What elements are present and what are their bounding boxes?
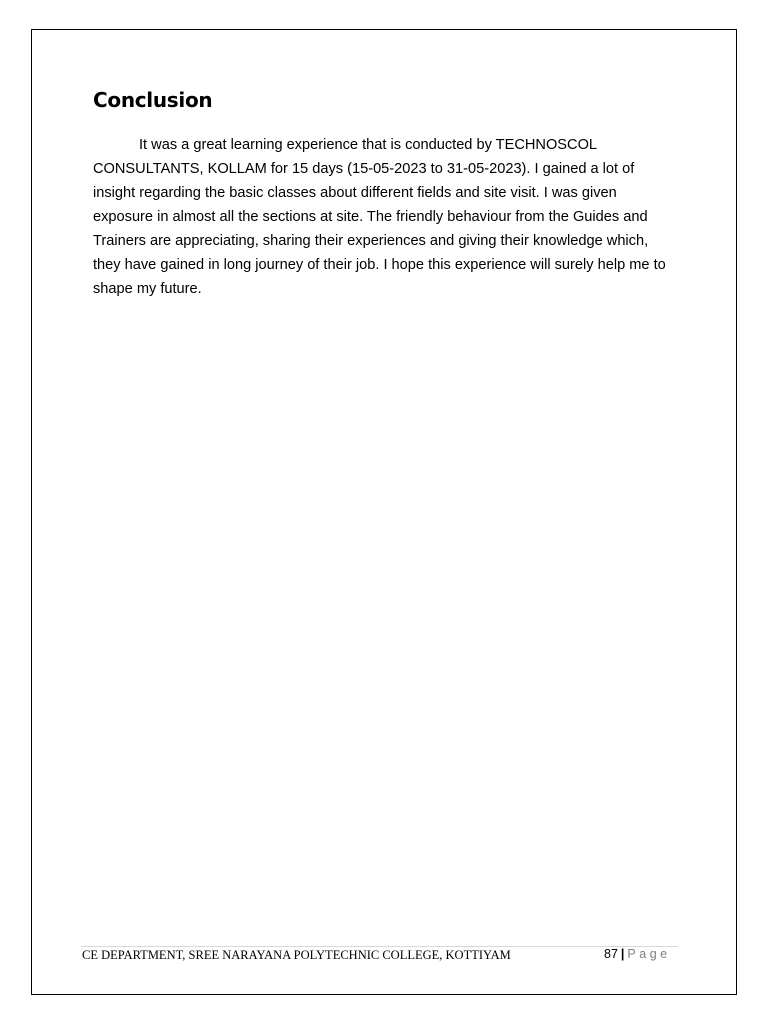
page-label: Page — [627, 947, 671, 961]
conclusion-paragraph: It was a great learning experience that is conducted by TECHNOSCOL CONSULTANTS, KOLLAM for 15 days (15-05-2023 to 31-05-2023). I gained a lot of insight regarding the basic classes about different fields and site visit. I was given exposure in almost all the sections at site. The friendly behaviour from the Guides and Trainers are appreciating, sharing their experiences and giving their knowledge which, they have gained in long journey of their job. I hope this experience will surely help me to shape my future. — [93, 137, 666, 297]
footer-page-indicator — [604, 947, 671, 961]
footer-department: CE DEPARTMENT, SREE NARAYANA POLYTECHNIC COLLEGE, KOTTIYAM — [82, 948, 511, 962]
footer-divider — [81, 946, 678, 947]
page-separator: | — [620, 947, 625, 961]
section-heading: Conclusion — [93, 88, 213, 112]
page-number: 87 — [604, 947, 618, 961]
